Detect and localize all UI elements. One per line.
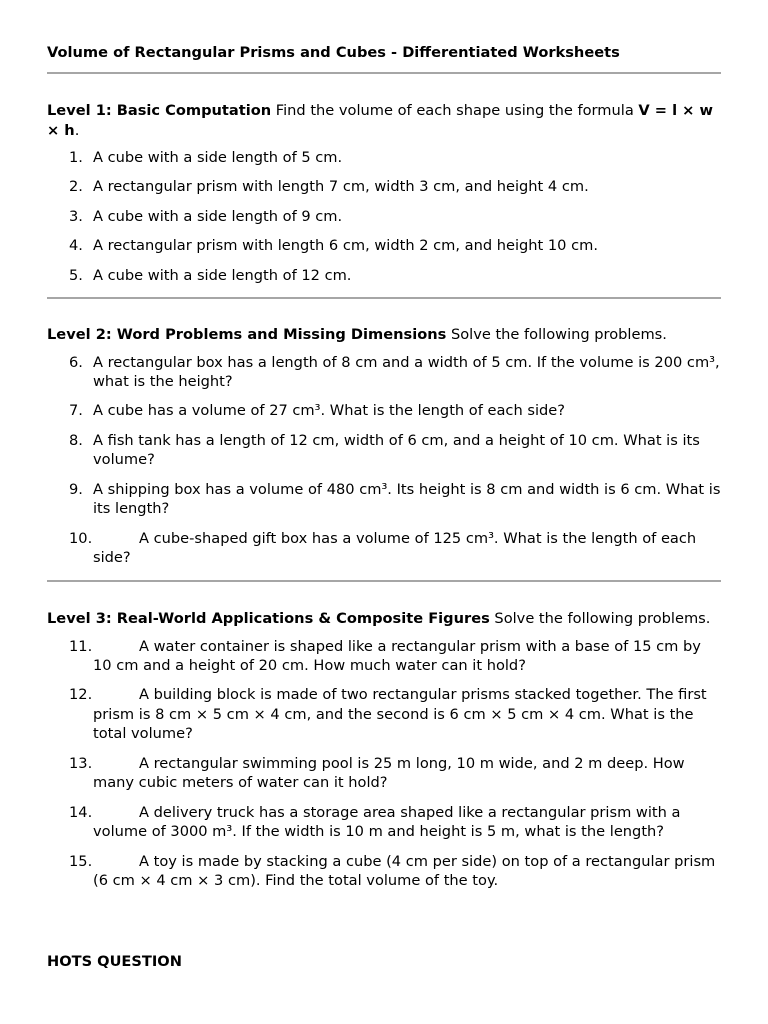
list-item — [47, 480, 721, 519]
item-text: A water container is shaped like a rectangular prism with a base of 15 cm by 10 cm and a height of 20 cm. How much water can it hold? — [93, 637, 701, 674]
list-item — [47, 148, 721, 168]
item-number: 10. — [69, 529, 93, 547]
list-item — [47, 353, 721, 392]
level-2-section — [47, 325, 721, 577]
list-item — [47, 266, 721, 286]
list-item — [47, 401, 721, 421]
level-1-list — [47, 148, 721, 285]
level-2-list — [47, 353, 721, 568]
list-item — [47, 852, 721, 891]
item-number: 2. — [69, 178, 83, 196]
level-2-intro — [47, 325, 721, 345]
level-3-heading: Level 3: Real-World Applications & Composite Figures — [47, 610, 490, 627]
divider — [47, 72, 721, 74]
list-item — [47, 207, 721, 227]
item-number: 9. — [69, 480, 83, 498]
divider — [47, 580, 721, 582]
divider — [47, 297, 721, 299]
level-2-instruction: Solve the following problems. — [446, 326, 667, 343]
item-text: A fish tank has a length of 12 cm, width of 6 cm, and a height of 10 cm. What is its volume? — [93, 431, 700, 469]
level-1-instruction-end: . — [74, 121, 80, 139]
hots-question-heading: HOTS QUESTION — [47, 953, 182, 970]
list-item — [47, 431, 721, 470]
item-number: 11. — [69, 637, 93, 655]
item-text: A cube with a side length of 9 cm. — [93, 207, 343, 225]
item-text: A rectangular swimming pool is 25 m long, 10 m wide, and 2 m deep. How many cubic meters of water can it hold? — [93, 754, 685, 792]
list-item — [47, 803, 721, 842]
level-3-intro — [47, 609, 721, 629]
item-number: 7. — [69, 402, 83, 420]
item-number: 5. — [69, 266, 83, 284]
item-number: 1. — [69, 149, 83, 166]
item-text: A cube-shaped gift box has a volume of 125 cm³. What is the length of each side? — [93, 529, 697, 567]
level-3-list — [47, 637, 721, 891]
item-text: A rectangular prism with length 7 cm, width 3 cm, and height 4 cm. — [93, 178, 589, 196]
item-text: A cube with a side length of 12 cm. — [93, 266, 352, 284]
list-item — [47, 529, 721, 568]
page-title: Volume of Rectangular Prisms and Cubes - Differentiated Worksheets — [47, 44, 620, 61]
level-1-intro — [47, 101, 721, 140]
list-item — [47, 177, 721, 197]
list-item — [47, 637, 721, 676]
item-text: A cube has a volume of 27 cm³. What is the length of each side? — [93, 402, 565, 420]
level-1-heading: Level 1: Basic Computation — [47, 102, 272, 119]
item-number: 6. — [69, 353, 83, 371]
item-number: 15. — [69, 852, 93, 870]
level-1-section — [47, 101, 721, 295]
item-number: 8. — [69, 431, 83, 449]
item-number: 13. — [69, 754, 93, 772]
item-text: A shipping box has a volume of 480 cm³. Its height is 8 cm and width is 6 cm. What is its length? — [93, 480, 721, 518]
list-item — [47, 754, 721, 793]
item-number: 12. — [69, 686, 93, 704]
item-text: A rectangular prism with length 6 cm, width 2 cm, and height 10 cm. — [93, 237, 598, 255]
item-text: A delivery truck has a storage area shaped like a rectangular prism with a volume of 3000 m³. If the width is 10 m and height is 5 m, what is the length? — [93, 803, 681, 841]
item-text: A cube with a side length of 5 cm. — [93, 149, 343, 166]
volume-formula: V = l × w × h — [47, 102, 713, 139]
item-text: A building block is made of two rectangular prisms stacked together. The first prism is 8 cm × 5 cm × 4 cm, and the second is 6 cm × 5 cm × 4 cm. What is the total volume? — [93, 686, 707, 743]
level-2-heading: Level 2: Word Problems and Missing Dimensions — [47, 326, 447, 343]
list-item — [47, 236, 721, 256]
level-3-section — [47, 609, 721, 900]
item-number: 14. — [69, 803, 93, 821]
item-text: A rectangular box has a length of 8 cm and a width of 5 cm. If the volume is 200 cm³, what is the height? — [93, 353, 720, 390]
level-3-instruction: Solve the following problems. — [489, 610, 711, 627]
item-text: A toy is made by stacking a cube (4 cm per side) on top of a rectangular prism (6 cm × 4 cm × 3 cm). Find the total volume of the toy. — [93, 852, 716, 890]
list-item — [47, 685, 721, 744]
item-number: 3. — [69, 207, 83, 225]
level-1-instruction: Find the volume of each shape using the formula — [271, 102, 639, 119]
item-number: 4. — [69, 237, 83, 255]
